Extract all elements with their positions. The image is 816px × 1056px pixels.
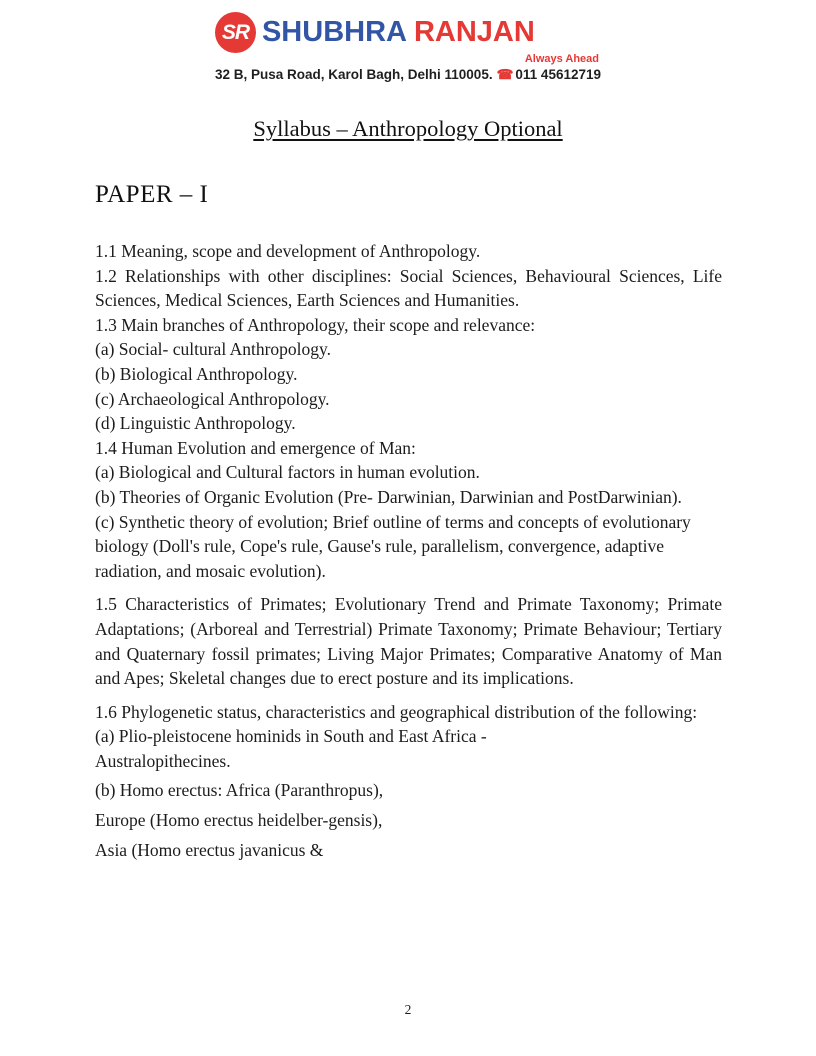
syllabus-item-1-2: 1.2 Relationships with other disciplines: Social Sciences, Behavioural Sciences, Life Sciences, Medical Sciences, Earth Sciences and Humanities. [95,265,722,311]
brand-name-first: SHUBHRA [261,16,407,48]
sr-logo-icon: SR [215,12,256,53]
letterhead [0,0,816,83]
syllabus-item-1-4: 1.4 Human Evolution and emergence of Man: [95,437,416,458]
syllabus-item-1-3a: (a) Social- cultural Anthropology. [95,339,332,360]
syllabus-item-1-6a-line2: Australopithecines. [95,750,231,771]
brand-row [215,12,601,53]
syllabus-item-1-4c: (c) Synthetic theory of evolution; Brief outline of terms and concepts of evolutionary biology (Doll's rule, Cope's rule, Gause's rule, parallelism, convergence, adaptive radiation, and mosaic evolution). [95,511,691,581]
brand-tagline: Always Ahead [524,53,600,65]
phone-icon: ☎ [496,67,514,82]
syllabus-item-1-6a-line1: (a) Plio-pleistocene hominids in South and East Africa - [95,726,487,747]
brand-name [262,18,535,47]
brand-block [215,12,601,83]
page-title: Syllabus – Anthropology Optional [253,116,563,141]
syllabus-content [95,239,722,862]
syllabus-item-1-6b-europe: Europe (Homo erectus heidelber-gensis), [95,810,383,831]
syllabus-item-1-3: 1.3 Main branches of Anthropology, their scope and relevance: [95,314,536,335]
syllabus-item-1-3b: (b) Biological Anthropology. [95,363,298,384]
syllabus-item-1-6b-asia: Asia (Homo erectus javanicus & [95,839,324,860]
syllabus-item-1-4a: (a) Biological and Cultural factors in human evolution. [95,462,480,483]
syllabus-item-1-4b: (b) Theories of Organic Evolution (Pre- Darwinian, Darwinian and PostDarwinian). [95,486,682,507]
brand-name-second: RANJAN [413,16,535,48]
syllabus-item-1-6: 1.6 Phylogenetic status, characteristics and geographical distribution of the following: [95,701,698,722]
address-line [215,67,601,83]
page-number: 2 [404,1002,412,1017]
section-heading-paper-1: PAPER – I [95,181,209,208]
syllabus-item-1-3d: (d) Linguistic Anthropology. [95,413,296,434]
syllabus-item-1-3c: (c) Archaeological Anthropology. [95,388,330,409]
syllabus-item-1-6b: (b) Homo erectus: Africa (Paranthropus), [95,780,384,801]
address-text: 32 B, Pusa Road, Karol Bagh, Delhi 110005. [214,67,493,82]
syllabus-item-1-5: 1.5 Characteristics of Primates; Evolutionary Trend and Primate Taxonomy; Primate Adaptations; (Arboreal and Terrestrial) Primate Taxonomy; Primate Behaviour; Tertiary and Quaternary fossil primates; Living Major Primates; Comparative Anatomy of Man and Apes; Skeletal changes due to erect posture and its implications. [95,594,722,689]
phone-number: 011 45612719 [515,67,602,82]
syllabus-item-1-1: 1.1 Meaning, scope and development of Anthropology. [95,241,481,261]
